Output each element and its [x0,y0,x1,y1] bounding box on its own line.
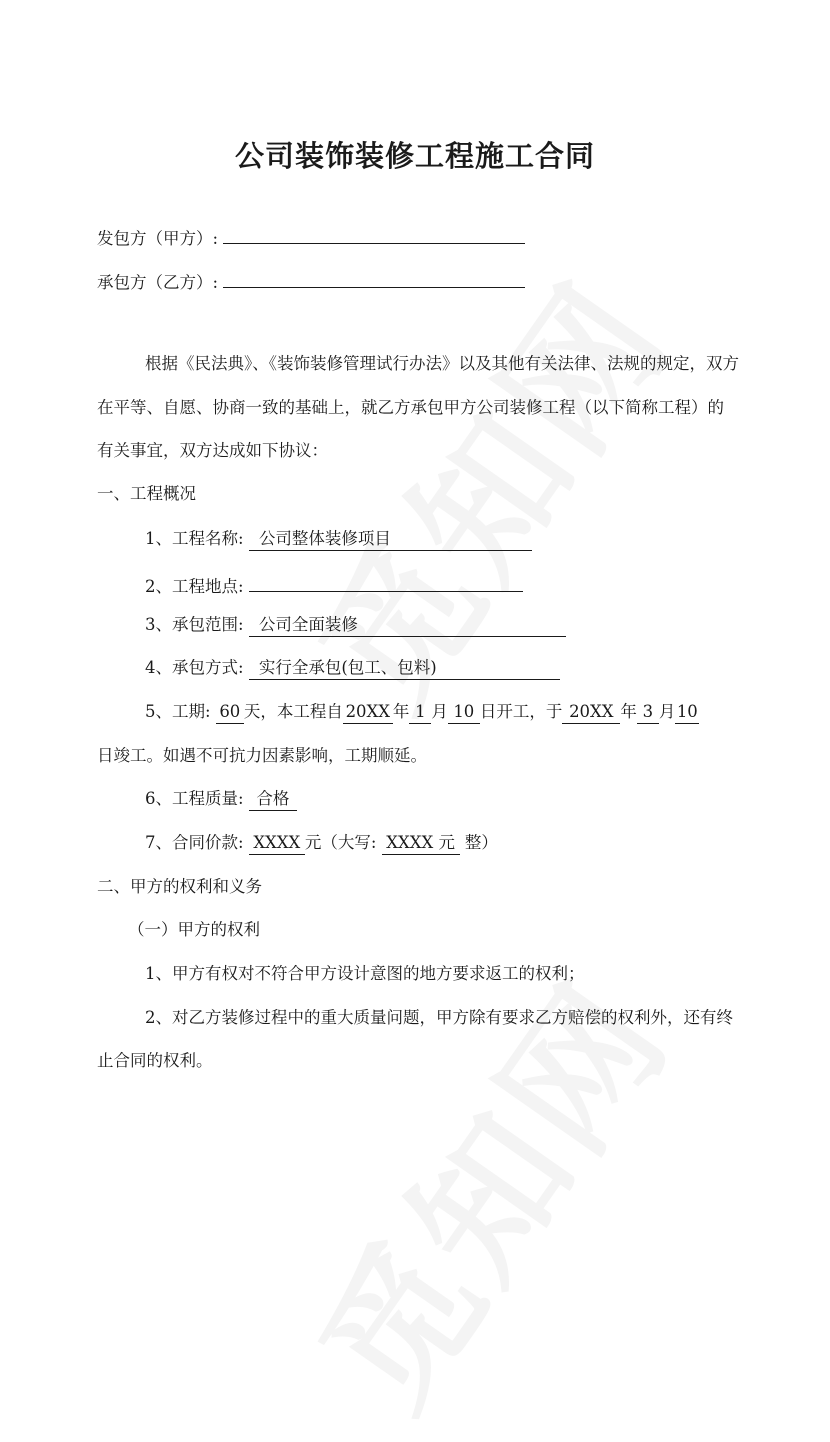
period-text-1: 天，本工程自 [243,702,343,721]
scope-label: 3、承包范围: [145,615,244,634]
price-label: 7、合同价款: [145,833,244,852]
rights-item-2: 2、对乙方装修过程中的重大质量问题，甲方除有要求乙方赔偿的权利外，还有终 [145,1008,733,1027]
price-line [145,831,498,855]
period-line-cont: 日竣工。如遇不可抗力因素影响，工期顺延。 [97,746,427,765]
price-amount: XXXX [249,833,305,855]
end-year: 20XX [562,702,620,724]
month-text: 月 [658,702,676,721]
party-a-label: 发包方（甲方）: [97,229,219,248]
project-location-blank [249,570,523,592]
month-text: 月 [431,702,448,721]
contract-method-label: 4、承包方式: [145,658,244,677]
project-name-label: 1、工程名称: [145,529,244,548]
period-line [145,700,699,724]
scope-value: 公司全面装修 [249,615,566,637]
project-name-line [145,527,532,551]
period-label: 5、工期: [145,702,211,721]
price-text-2: 整） [464,833,498,852]
preamble-line-2: 在平等、自愿、协商一致的基础上，就乙方承包甲方公司装修工程（以下简称工程）的 [97,398,724,417]
party-a-line [97,222,525,251]
party-a-blank [223,222,525,244]
project-location-line [145,570,523,599]
project-name-value: 公司整体装修项目 [249,529,532,551]
party-b-line [97,266,525,295]
start-year: 20XX [343,702,393,724]
end-month: 3 [637,702,659,724]
price-amount-chinese: XXXX 元 [382,833,460,855]
party-b-label: 承包方（乙方）: [97,273,219,292]
year-text: 年 [620,702,637,721]
quality-value: 合格 [249,789,297,811]
section2-sub-heading: （一）甲方的权利 [128,920,260,939]
price-text-1: 元（大写: [304,833,377,852]
section1-heading: 一、工程概况 [97,484,196,503]
rights-item-2-cont: 止合同的权利。 [97,1051,213,1070]
start-day: 10 [448,702,480,724]
contract-title: 公司装饰装修工程施工合同 [234,139,595,173]
year-text: 年 [392,702,410,721]
section2-heading: 二、甲方的权利和义务 [97,877,262,896]
contract-method-line [145,656,560,680]
rights-item-1: 1、甲方有权对不符合甲方设计意图的地方要求返工的权利； [145,964,585,983]
start-month: 1 [409,702,431,724]
quality-label: 6、工程质量: [145,789,244,808]
end-day: 10 [675,702,699,724]
period-text-2: 日开工，于 [479,702,563,721]
project-location-label: 2、工程地点: [145,577,244,596]
contract-method-value: 实行全承包(包工、包料) [249,658,560,680]
preamble-line-1: 根据《民法典》、《装饰装修管理试行办法》以及其他有关法律、法规的规定，双方 [145,354,739,373]
preamble-line-3: 有关事宜，双方达成如下协议： [97,441,328,460]
period-days: 60 [216,702,244,724]
party-b-blank [223,266,525,288]
quality-line [145,787,297,811]
scope-line [145,613,566,637]
